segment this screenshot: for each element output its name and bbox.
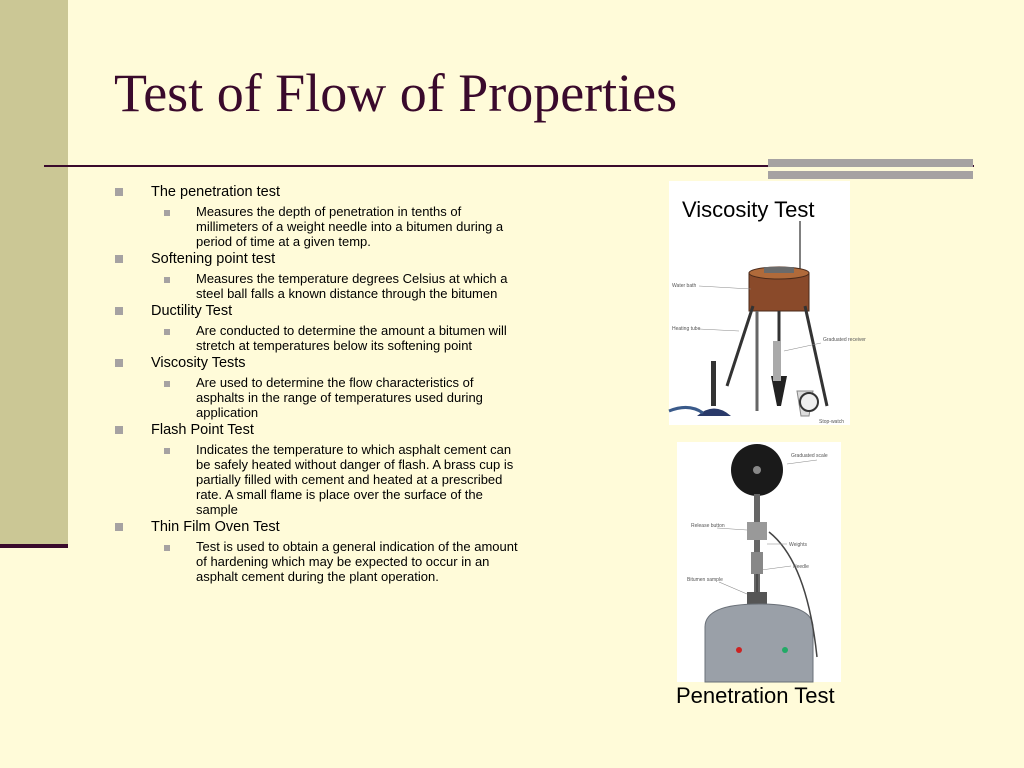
bullet-detail: Are used to determine the flow characteristics of asphalts in the range of temperatures used during application bbox=[196, 375, 483, 420]
bullet-detail: Indicates the temperature to which asphalt cement can be safely heated without danger of flash. A brass cup is partially filled with cement and heated at a prescribed rate. A small flame is place over the surface of the sample bbox=[196, 442, 514, 517]
square-bullet-icon bbox=[164, 204, 196, 219]
square-bullet-icon bbox=[114, 251, 151, 268]
bullet-detail: Measures the temperature degrees Celsius at which a steel ball falls a known distance through the bitumen bbox=[196, 271, 508, 301]
list-item bbox=[114, 422, 524, 517]
bitumen-sample-label: Bitumen sample bbox=[687, 577, 723, 583]
square-bullet-icon bbox=[164, 539, 196, 554]
graduated-receiver-label: Graduated receiver bbox=[823, 337, 866, 343]
left-decorative-band bbox=[0, 0, 68, 548]
bullet-heading: Softening point test bbox=[151, 251, 276, 267]
square-bullet-icon bbox=[114, 355, 151, 372]
decorative-gray-bar bbox=[768, 159, 973, 179]
viscosity-test-caption: Viscosity Test bbox=[682, 197, 815, 222]
heating-tube-label: Heating tube bbox=[672, 326, 701, 332]
penetration-apparatus-image bbox=[677, 442, 841, 682]
square-bullet-icon bbox=[164, 271, 196, 286]
square-bullet-icon bbox=[114, 519, 151, 536]
weights-label: Weights bbox=[789, 542, 807, 548]
graduated-scale-label: Graduated scale bbox=[791, 453, 828, 459]
list-item bbox=[114, 519, 524, 584]
square-bullet-icon bbox=[164, 375, 196, 390]
water-bath-label: Water bath bbox=[672, 283, 697, 289]
list-item bbox=[114, 184, 524, 249]
bullet-heading: Viscosity Tests bbox=[151, 355, 246, 371]
square-bullet-icon bbox=[114, 303, 151, 320]
square-bullet-icon bbox=[164, 323, 196, 338]
stop-watch-label: Stop-watch bbox=[819, 419, 845, 425]
penetration-test-caption: Penetration Test bbox=[676, 683, 835, 708]
bullet-list bbox=[114, 182, 524, 586]
square-bullet-icon bbox=[164, 442, 196, 457]
bullet-detail: Are conducted to determine the amount a bitumen will stretch at temperatures below its softening point bbox=[196, 323, 507, 353]
bullet-detail: Test is used to obtain a general indication of the amount of hardening which may be expected to occur in an asphalt cement during the plant operation. bbox=[196, 539, 518, 584]
square-bullet-icon bbox=[114, 184, 151, 201]
needle-label: Needle bbox=[793, 564, 809, 570]
bullet-heading: Thin Film Oven Test bbox=[151, 519, 280, 535]
square-bullet-icon bbox=[114, 422, 151, 439]
bullet-heading: Ductility Test bbox=[151, 303, 233, 319]
left-band-divider bbox=[0, 544, 68, 548]
list-item bbox=[114, 251, 524, 301]
bullet-detail: Measures the depth of penetration in tenths of millimeters of a weight needle into a bitumen during a period of time at a given temp. bbox=[196, 204, 504, 249]
penetration-apparatus-illustration bbox=[677, 442, 841, 682]
bullet-heading: Flash Point Test bbox=[151, 422, 254, 438]
list-item bbox=[114, 303, 524, 353]
list-item bbox=[114, 355, 524, 420]
slide-title: Test of Flow of Properties bbox=[114, 63, 678, 123]
release-button-label: Release button bbox=[691, 523, 725, 529]
bullet-heading: The penetration test bbox=[151, 184, 280, 200]
